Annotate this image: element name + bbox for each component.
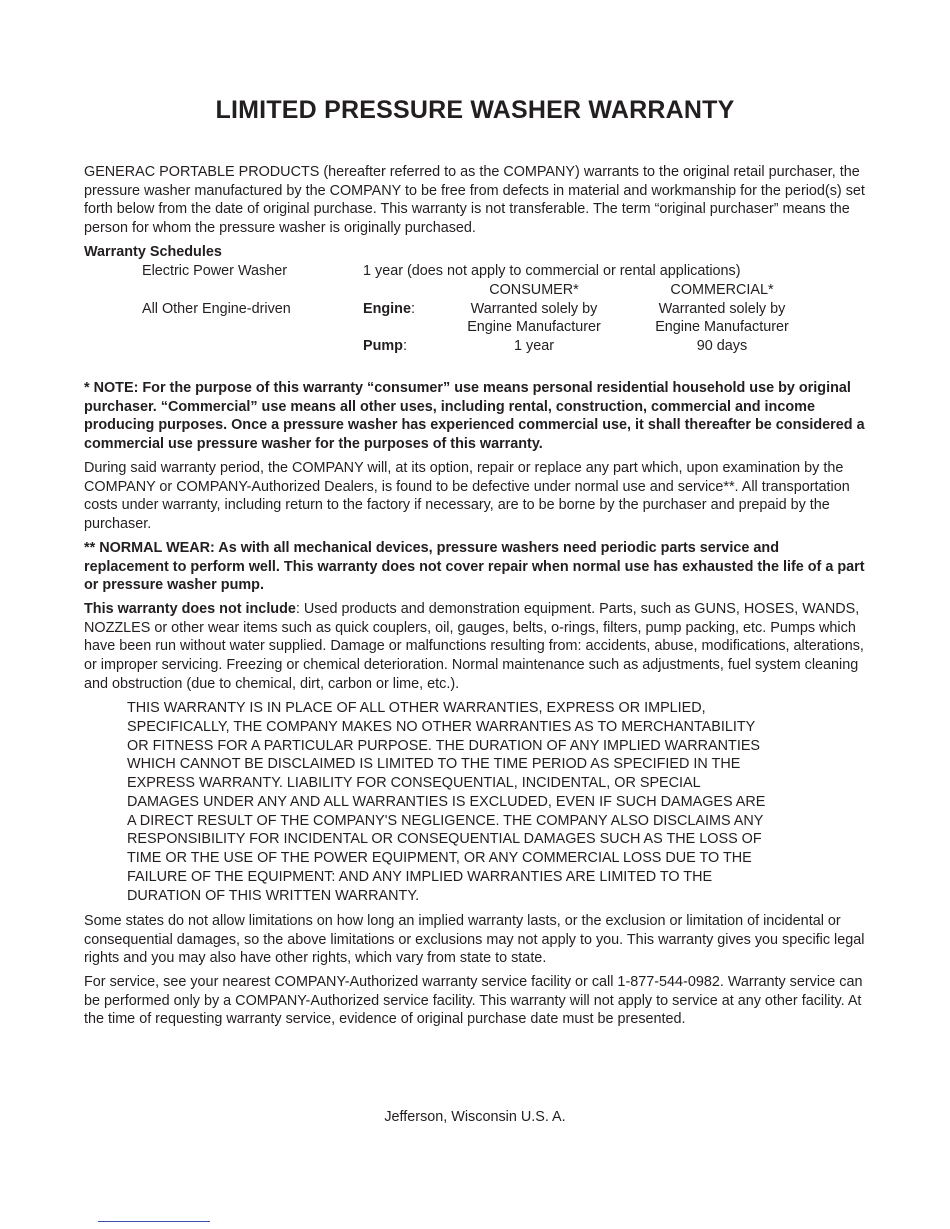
exclusions-paragraph	[84, 600, 866, 694]
col-commercial-header: COMMERCIAL*	[670, 282, 774, 298]
consumer-note: * NOTE: For the purpose of this warranty “consumer” use means personal residential household use by original purchaser. “Commercial” use means all other uses, including rental, construction, commercial and income producing purposes. Once a pressure washer has experienced commercial use, it shall thereafter be considered a commercial use pressure washer for the purposes of this warranty.	[84, 380, 865, 453]
footer-location: Jefferson, Wisconsin U.S. A.	[384, 1109, 566, 1125]
disclaimer-line: FAILURE OF THE EQUIPMENT: AND ANY IMPLIED WARRANTIES ARE LIMITED TO THE	[127, 868, 713, 885]
disclaimer-line: OR FITNESS FOR A PARTICULAR PURPOSE. THE DURATION OF ANY IMPLIED WARRANTIES	[127, 737, 761, 754]
engine-consumer-line1: Warranted solely by	[470, 301, 598, 317]
electric-terms: 1 year (does not apply to commercial or rental applications)	[363, 263, 741, 279]
disclaimer-block	[127, 699, 847, 905]
disclaimer-line: DURATION OF THIS WRITTEN WARRANTY.	[127, 887, 420, 904]
intro-paragraph: GENERAC PORTABLE PRODUCTS (hereafter referred to as the COMPANY) warrants to the original retail purchaser, the pressure washer manufactured by the COMPANY to be free from defects in material and workmanship for the period(s) set forth below from the date of original purchase. This warranty is not transferable. The term “original purchaser” means the person for whom the pressure washer is originally purchased.	[84, 164, 865, 237]
bottom-rule	[98, 1221, 210, 1222]
col-consumer-header: CONSUMER*	[489, 282, 579, 298]
pump-commercial: 90 days	[696, 338, 748, 354]
disclaimer-line: RESPONSIBILITY FOR INCIDENTAL OR CONSEQUENTIAL DAMAGES SUCH AS THE LOSS OF	[127, 831, 762, 848]
disclaimer-line: TIME OR THE USE OF THE POWER EQUIPMENT, OR ANY COMMERCIAL LOSS DUE TO THE	[127, 850, 752, 866]
disclaimer-line: A DIRECT RESULT OF THE COMPANY'S NEGLIGENCE. THE COMPANY ALSO DISCLAIMS ANY	[127, 812, 764, 829]
electric-label: Electric Power Washer	[142, 263, 288, 279]
schedules-heading: Warranty Schedules	[84, 244, 222, 260]
pump-row-label: Pump:	[363, 338, 407, 354]
disclaimer-line: DAMAGES UNDER ANY AND ALL WARRANTIES IS EXCLUDED, EVEN IF SUCH DAMAGES ARE	[127, 793, 766, 810]
engine-commercial-line2: Engine Manufacturer	[655, 319, 789, 335]
service-paragraph: For service, see your nearest COMPANY-Authorized warranty service facility or call 1-877-544-0982. Warranty service can be performed only by a COMPANY-Authorized service facility. This warranty will not apply to service at any other facility. At the time of requesting warranty service, evidence of original purchase date must be presented.	[84, 974, 863, 1028]
disclaimer-line: EXPRESS WARRANTY. LIABILITY FOR CONSEQUENTIAL, INCIDENTAL, OR SPECIAL	[127, 775, 701, 791]
engine-driven-label: All Other Engine-driven	[142, 301, 291, 317]
disclaimer-line: THIS WARRANTY IS IN PLACE OF ALL OTHER WARRANTIES, EXPRESS OR IMPLIED,	[127, 700, 706, 716]
page-title: LIMITED PRESSURE WASHER WARRANTY	[215, 96, 735, 124]
exclusions-text: : Used products and demonstration equipment. Parts, such as GUNS, HOSES, WANDS, NOZZLES or other wear items such as quick couplers, oil, gauges, belts, o-rings, filters, pump packing, etc. Pumps which have been run without water supplied. Damage or malfunctions resulting from: accidents, abuse, modifications, alterations, or improper servicing. Freezing or chemical deterioration. Normal maintenance such as adjustments, fuel system cleaning and obstruction (due to chemical, dirt, carbon or lime, etc.).	[84, 601, 864, 692]
disclaimer-line: SPECIFICALLY, THE COMPANY MAKES NO OTHER WARRANTIES AS TO MERCHANTABILITY	[127, 718, 756, 735]
exclusions-label: This warranty does not include	[84, 601, 296, 617]
engine-commercial-line1: Warranted solely by	[658, 301, 786, 317]
repair-paragraph: During said warranty period, the COMPANY will, at its option, repair or replace any part which, upon examination by the COMPANY or COMPANY-Authorized Dealers, is found to be defective under normal use and service**. All transportation costs under warranty, including return to the factory if necessary, are to be borne by the purchaser and prepaid by the purchaser.	[84, 460, 850, 533]
disclaimer-line: WHICH CANNOT BE DISCLAIMED IS LIMITED TO THE TIME PERIOD AS SPECIFIED IN THE	[127, 756, 741, 773]
engine-consumer-line2: Engine Manufacturer	[467, 319, 601, 335]
engine-row-label: Engine:	[363, 301, 415, 317]
state-rights-paragraph: Some states do not allow limitations on how long an implied warranty lasts, or the exclusion or limitation of incidental or consequential damages, so the above limitations or exclusions may not apply to you. This warranty gives you specific legal rights and you may also have other rights, which vary from state to state.	[84, 913, 865, 967]
normal-wear-note: ** NORMAL WEAR: As with all mechanical devices, pressure washers need periodic parts service and replacement to perform well. This warranty does not cover repair when normal use has exhausted the life of a part or pressure washer pump.	[84, 540, 865, 594]
pump-consumer: 1 year	[514, 338, 554, 354]
